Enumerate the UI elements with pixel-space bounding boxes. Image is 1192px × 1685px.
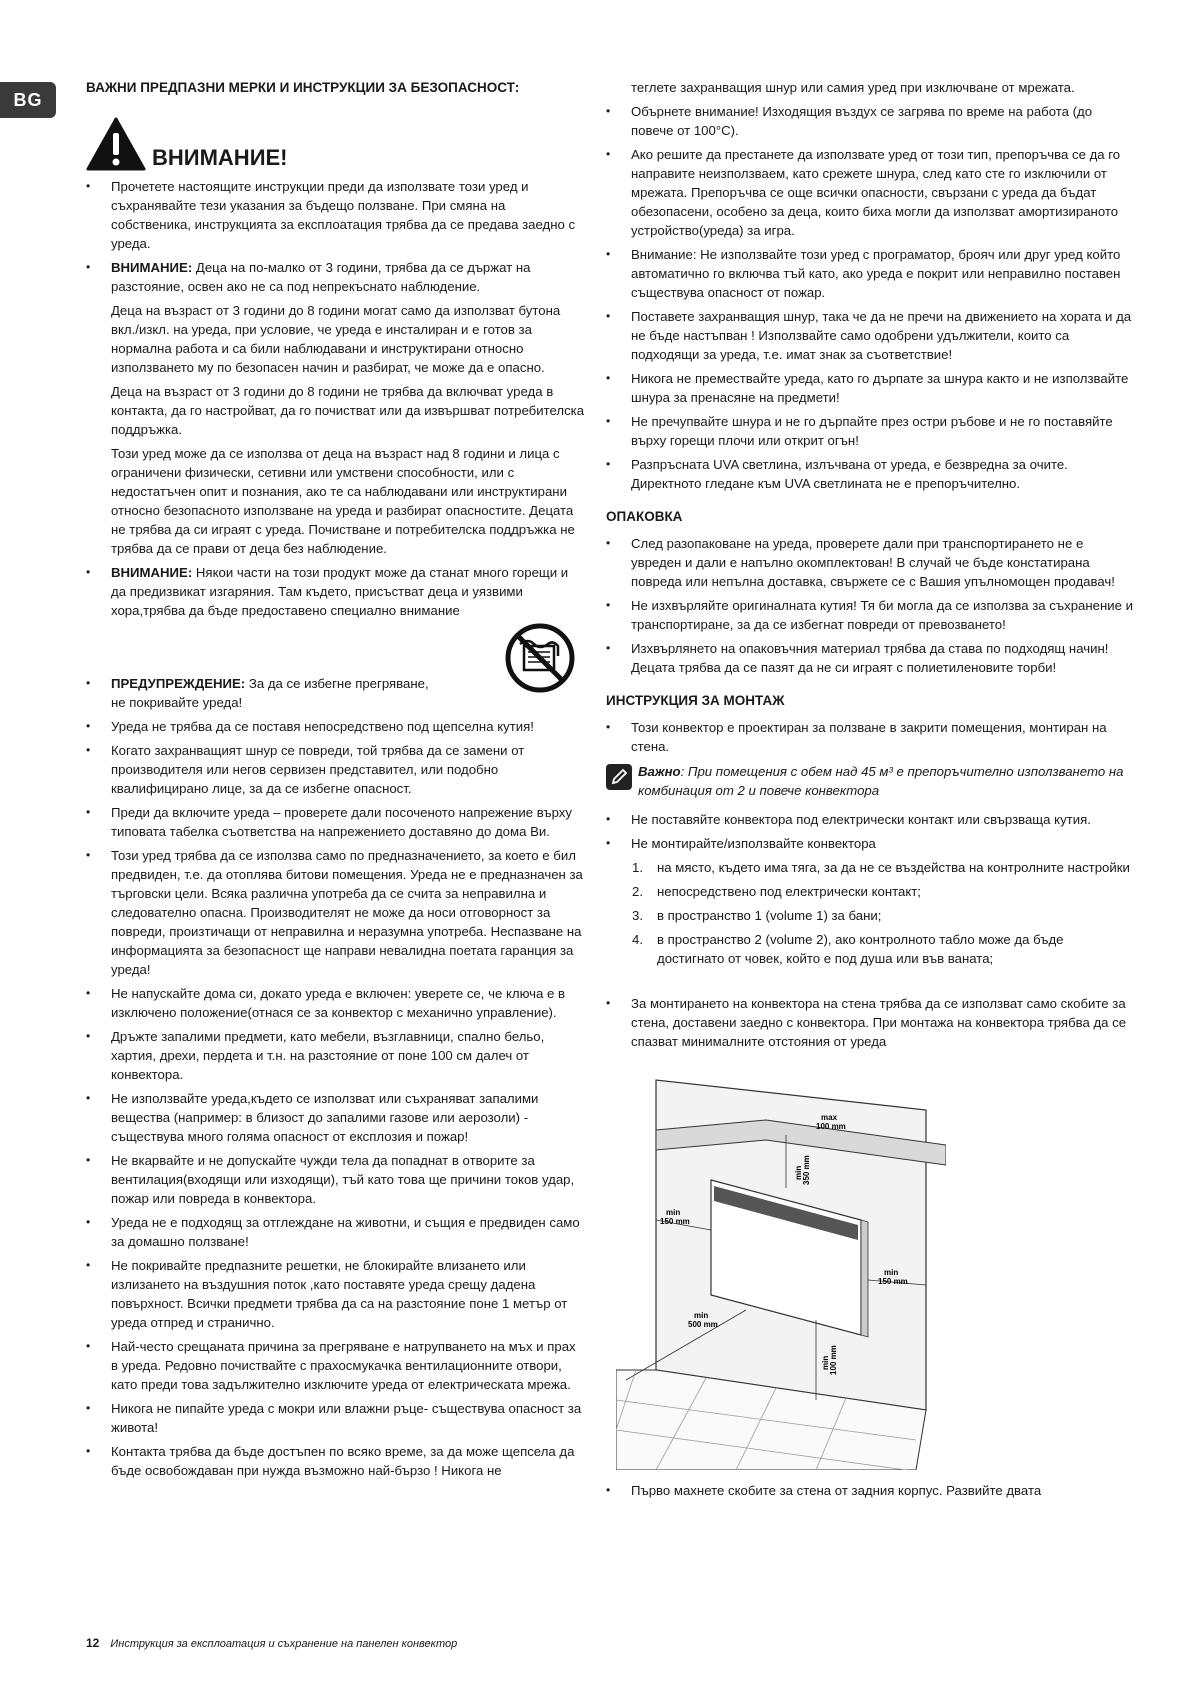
list-paragraph: Този уред може да се използва от деца на възраст над 8 години и лица с ограничени физически, сетивни или умствени способности, или с недостатъчен опит и познания, ако те са наблюдавани или инструктирани относно безопасното използване на уреда и разбират опасностите. Децата не трябва да си играят с уреда. Почистване и потребителска поддръжка не трябва да се прави от деца без наблюдение. bbox=[111, 446, 575, 556]
numbered-list bbox=[606, 858, 1134, 968]
list-item: • Поставете захранващия шнур, така че да не пречи на движението на хората и да не бъде настъпван ! Използвайте само одобрени удължители, които са подходящи за уреда, т.е. имат знак за съответствие! bbox=[606, 307, 1134, 364]
label-front-min: min bbox=[694, 1311, 709, 1320]
list-item: • Първо махнете скобите за стена от задния корпус. Развийте двата bbox=[606, 1481, 1134, 1500]
list-item: • Най-често срещаната причина за прегряване е натрупването на мъх и прах в уреда. Редовно почиствайте с прахосмукачка вентилационните отвори, като преди това задължително изключите уреда от електрическата мрежа. bbox=[86, 1337, 586, 1394]
label-right-value: 150 mm bbox=[878, 1277, 908, 1286]
label-bottom-min: min bbox=[821, 1355, 830, 1370]
list-item: • Прочетете настоящите инструкции преди да използвате този уред и съхранявайте тези указания за бъдещо ползване. При смяна на собственика, инструкцията за експлоатация трябва да се предава заедно с уреда. bbox=[86, 177, 586, 253]
numbered-item: 2. непосредствено под електрически контакт; bbox=[632, 884, 921, 899]
list-item: • Обърнете внимание! Изходящия въздух се загрява по време на работа (до повече от 100°C). bbox=[606, 102, 1134, 140]
footer-text: Инструкция за експлоатация и съхранение на панелен конвектор bbox=[110, 1638, 458, 1650]
list-item: • ВНИМАНИЕ: Някои части на този продукт може да станат много горещи и да предизвикат изгаряния. Там където, присъстват деца и уязвими хора,трябва да бъде предоставено специално внимание bbox=[86, 563, 586, 620]
safety-list bbox=[86, 177, 586, 1480]
numbered-item: 4. в пространство 2 (volume 2), ако контролното табло може да бъде достигнато от човек, който е под душа или във ваната; bbox=[632, 932, 1064, 966]
list-item: • Не използвайте уреда,където се използват или съхраняват запалими вещества (например: в близост до запалими газове или аерозоли) - съществува много голяма опасност от експлозия и пожар! bbox=[86, 1089, 586, 1146]
safety-list-continued bbox=[606, 78, 1134, 493]
packaging-section bbox=[606, 507, 1134, 677]
list-item: • Ако решите да престанете да използвате уред от този тип, препоръчва се да го направите неизползваем, като срежете шнура, след като сте го изключили от мрежата. Препоръчва се още всички опасности, свързани с уреда да бъдат обезопасени, особено за деца, които биха могли да използват амортизираното устройство(уреда) за игра. bbox=[606, 145, 1134, 240]
warning-triangle-icon bbox=[86, 117, 146, 171]
list-item: • Дръжте запалими предмети, като мебели, възглавници, спално бельо, хартия, дрехи, пердета и т.н. на разстояние от поне 100 см далеч от конвектора. bbox=[86, 1027, 586, 1084]
pencil-note-icon bbox=[606, 764, 632, 790]
list-item: • Този уред трябва да се използва само по предназначението, за което е бил предвиден, т.е. да отоплява битови помещения. Уреда не е предназначен за търговски цели. Всяка различна употреба да се счита за неправилна и следователно опасна. Производителят не може да носи отговорност за повреди, произтичащи от неправилна и неразумна употреба. Неспазване на информацията за безопасност ще направи невалидна поетата гаранция за уреда! bbox=[86, 846, 586, 979]
list-item: • Преди да включите уреда – проверете дали посоченото напрежение върху типовата табелка съответства на напрежението доставяно до дома Ви. bbox=[86, 803, 586, 841]
numbered-item: 3. в пространство 1 (volume 1) за бани; bbox=[632, 908, 882, 923]
list-item: • Не поставяйте конвектора под електрически контакт или свързваща кутия. bbox=[606, 810, 1134, 829]
page-number: 12 bbox=[86, 1636, 100, 1650]
list-paragraph: Деца на възраст от 3 години до 8 години не трябва да включват уреда в контакта, да го настройват, да го почистват или да извършват потребителска поддръжка. bbox=[111, 384, 585, 437]
list-paragraph: Деца на възраст от 3 години до 8 години могат само да използват бутона вкл./изкл. на уреда, при условие, че уреда е инсталиран и е готов за нормална работа и са били наблюдавани и инструктирани относно използването му по безопасен начин и разбират, че може да е опасно. bbox=[111, 303, 561, 375]
list-item: • Не покривайте предпазните решетки, не блокирайте влизането или излизането на въздушния поток ,като поставяте уреда срещу дадена повърхност. Всички предмети трябва да са на разстояние поне 1 метър от уреда отпред и странично. bbox=[86, 1256, 586, 1332]
mounting-section bbox=[606, 691, 1134, 1500]
list-item: • Уреда не е подходящ за отглеждане на животни, и същия е предвиден само за домашно ползване! bbox=[86, 1213, 586, 1251]
list-item: • Внимание: Не използвайте този уред с програматор, брояч или друг уред който автоматично го включва тъй като, ако уреда е покрит или неправилно поставен съществува опасност от пожар. bbox=[606, 245, 1134, 302]
numbered-item: 1. на място, където има тяга, за да не се въздейства на контролните настройки bbox=[632, 860, 1130, 875]
warning-title: ВНИМАНИЕ! bbox=[152, 145, 288, 170]
list-paragraph: теглете захранващия шнур или самия уред при изключване от мрежата. bbox=[631, 80, 1075, 95]
label-top-value: 350 mm bbox=[802, 1155, 811, 1185]
mounting-clearance-diagram bbox=[616, 1070, 946, 1470]
safety-heading: ВАЖНИ ПРЕДПАЗНИ МЕРКИ И ИНСТРУКЦИИ ЗА БЕЗОПАСНОСТ: bbox=[86, 80, 520, 95]
list-item: • Не пречупвайте шнура и не го дърпайте през остри ръбове и не го поставяйте върху горещи плочи или открит огън! bbox=[606, 412, 1134, 450]
list-item: • Никога не премествайте уреда, като го дърпате за шнура както и не използвайте шнура за пренасяне на предмети! bbox=[606, 369, 1134, 407]
label-max-value: 100 mm bbox=[816, 1122, 846, 1131]
label-left-min: min bbox=[666, 1208, 681, 1217]
list-item: • Когато захранващият шнур се повреди, той трябва да се замени от производителя или негов сервизен представител, или подобно квалифицирано лице, за да се избегне опасност. bbox=[86, 741, 586, 798]
list-item: • Изхвърлянето на опаковъчния материал трябва да става по подходящ начин! Децата трябва да се пазят да не си играят с полиетиленовите торби! bbox=[606, 639, 1134, 677]
list-item: • Не напускайте дома си, докато уреда е включен: уверете се, че ключа е в изключено положение(отнася се за конвектор с механично управление). bbox=[86, 984, 586, 1022]
list-item: • За монтирането на конвектора на стена трябва да се използват само скобите за стена, доставени заедно с конвектора. При монтажа на конвектора трябва да се спазват минималните отстояния от уреда bbox=[606, 994, 1134, 1051]
page-footer bbox=[86, 1636, 457, 1650]
list-item: • Този конвектор е проектиран за ползване в закрити помещения, монтиран на стена. bbox=[606, 718, 1134, 756]
label-bottom-value: 100 mm bbox=[829, 1345, 838, 1375]
do-not-cover-icon bbox=[504, 622, 576, 694]
warning-header bbox=[86, 113, 586, 171]
list-item: • Не изхвърляйте оригиналната кутия! Тя би могла да се използва за съхранение и транспортиране, за да се избегнат повреди от превозването! bbox=[606, 596, 1134, 634]
label-right-min: min bbox=[884, 1268, 899, 1277]
label-max: max bbox=[821, 1113, 838, 1122]
right-column bbox=[606, 78, 1134, 1505]
list-item: • Не вкарвайте и не допускайте чужди тела да попаднат в отворите за вентилация(входящи или изходящи), тъй като това ще причини токов удар, пожар или повреда в конвектора. bbox=[86, 1151, 586, 1208]
mounting-heading: ИНСТРУКЦИЯ ЗА МОНТАЖ bbox=[606, 693, 785, 708]
label-front-value: 500 mm bbox=[688, 1320, 718, 1329]
language-tab: BG bbox=[0, 82, 56, 118]
left-column bbox=[86, 78, 586, 1485]
label-top-min: min bbox=[794, 1165, 803, 1180]
list-item: • ПРЕДУПРЕЖДЕНИЕ: За да се избегне прегряване, не покривайте уреда! bbox=[86, 674, 586, 712]
list-item: • Уреда не трябва да се поставя непосредствено под щепселна кутия! bbox=[86, 717, 586, 736]
list-item: • Разпръсната UVA светлина, излъчвана от уреда, е безвредна за очите. Директното гледане към UVA светлината не е препоръчително. bbox=[606, 455, 1134, 493]
packaging-heading: ОПАКОВКА bbox=[606, 509, 683, 524]
label-left-value: 150 mm bbox=[660, 1217, 690, 1226]
list-item: • Контакта трябва да бъде достъпен по всяко време, за да може щепсела да бъде освобождаван при нужда възможно най-бързо ! Никога не bbox=[86, 1442, 586, 1480]
list-item: • Никога не пипайте уреда с мокри или влажни ръце- съществува опасност за живота! bbox=[86, 1399, 586, 1437]
list-item: • След разопаковане на уреда, проверете дали при транспортирането не е увреден и дали е напълно окомплектован! В случай че бъде констатирана повреда или непълна доставка, свържете се с Вашия упълномощен продавач! bbox=[606, 534, 1134, 591]
list-item: • ВНИМАНИЕ: Деца на по-малко от 3 години, трябва да се държат на разстояние, освен ако не са под непрекъснато наблюдение. bbox=[86, 258, 586, 296]
important-note: Важно: При помещения с обем над 45 м³ е препоръчително използването на комбинация от 2 и повече конвектора bbox=[606, 762, 1134, 800]
list-item: • Не монтирайте/използвайте конвектора bbox=[606, 834, 1134, 853]
